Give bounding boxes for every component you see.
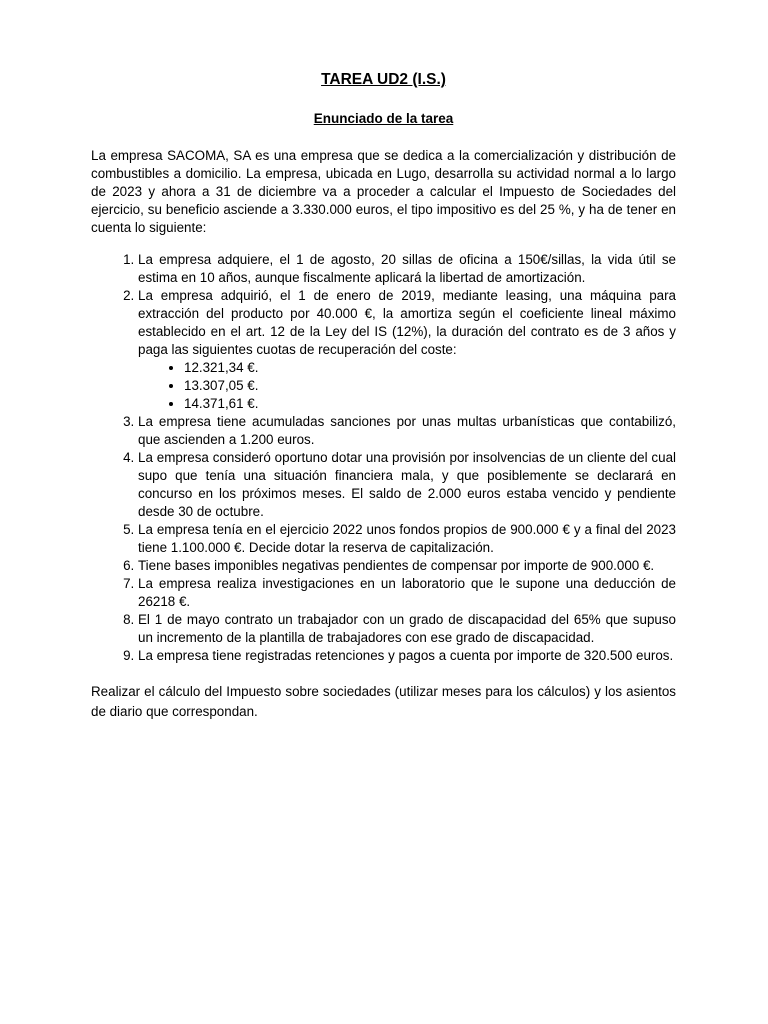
intro-paragraph: La empresa SACOMA, SA es una empresa que se dedica a la comercialización y distribución de combustibles a domicilio. La empresa, ubicada en Lugo, desarrolla su actividad normal a lo largo de 2023 y ahora a 31 de diciembre va a proceder a calcular el Impuesto de Sociedades del ejercicio, su beneficio asciende a 3.330.000 euros, el tipo impositivo es del 25 %, y ha de tener en cuenta lo siguiente:	[91, 148, 676, 235]
quota-item: • 13.307,05 €.	[184, 377, 676, 395]
list-item-text: La empresa adquirió, el 1 de enero de 2019, mediante leasing, una máquina para extracción del producto por 40.000 €, la amortiza según el coeficiente lineal máximo establecido en el art. 12 de la Ley del IS (12%), la duración del contrato es de 3 años y paga las siguientes cuotas de recuperación del coste:	[138, 288, 676, 357]
list-item	[138, 575, 676, 611]
document-subtitle: Enunciado de la tarea	[313, 111, 454, 126]
quota-item: • 12.321,34 €.	[184, 359, 676, 377]
list-item	[138, 449, 676, 521]
list-item-text: Tiene bases imponibles negativas pendientes de compensar por importe de 900.000 €.	[138, 558, 655, 573]
list-item	[138, 611, 676, 647]
list-item-text: La empresa realiza investigaciones en un laboratorio que le supone una deducción de 26218 €.	[138, 576, 676, 609]
list-item-text: La empresa adquiere, el 1 de agosto, 20 sillas de oficina a 150€/sillas, la vida útil se estima en 10 años, aunque fiscalmente aplicará la libertad de amortización.	[138, 252, 676, 285]
document-title: TAREA UD2 (I.S.)	[321, 71, 446, 88]
list-item-text: La empresa tiene acumuladas sanciones por unas multas urbanísticas que contabilizó, que ascienden a 1.200 euros.	[138, 414, 676, 447]
task-list	[91, 251, 676, 665]
list-item-text: La empresa tenía en el ejercicio 2022 unos fondos propios de 900.000 € y a final del 2023 tiene 1.100.000 €. Decide dotar la reserva de capitalización.	[138, 522, 676, 555]
list-item	[138, 287, 676, 413]
list-item	[138, 251, 676, 287]
list-item-text: La empresa tiene registradas retenciones y pagos a cuenta por importe de 320.500 euros.	[138, 648, 674, 663]
list-item-text: La empresa consideró oportuno dotar una provisión por insolvencias de un cliente del cual supo que tenía una situación financiera mala, y que posiblemente se declarará en concurso en los próximos meses. El saldo de 2.000 euros estaba vencido y pendiente desde 30 de octubre.	[138, 450, 676, 519]
quota-item: • 14.371,61 €.	[184, 395, 676, 413]
list-item	[138, 557, 676, 575]
closing-paragraph: Realizar el cálculo del Impuesto sobre sociedades (utilizar meses para los cálculos) y los asientos de diario que correspondan.	[91, 684, 676, 719]
list-item	[138, 647, 676, 665]
list-item	[138, 413, 676, 449]
list-item	[138, 521, 676, 557]
list-item-text: El 1 de mayo contrato un trabajador con un grado de discapacidad del 65% que supuso un incremento de la plantilla de trabajadores con ese grado de discapacidad.	[138, 612, 676, 645]
quota-list	[138, 359, 676, 413]
